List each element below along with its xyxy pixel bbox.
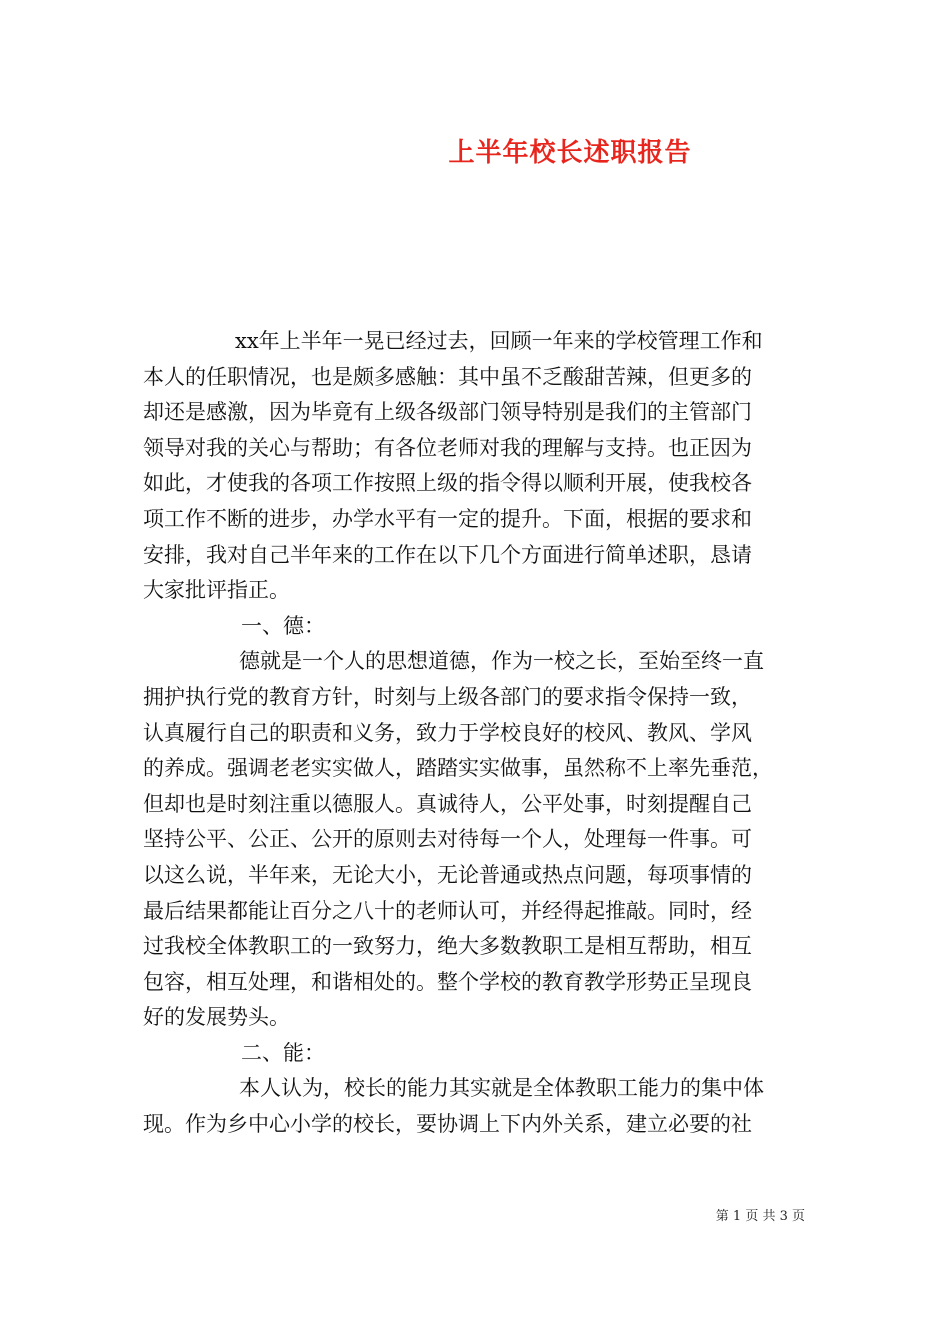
paragraph-line: 大家批评指正。 bbox=[143, 578, 290, 603]
paragraph-line: 却还是感激，因为毕竟有上级各级部门领导特别是我们的主管部门 bbox=[143, 400, 752, 425]
paragraph-line: 本人认为，校长的能力其实就是全体教职工能力的集中体 bbox=[239, 1076, 764, 1101]
paragraph-line: 坚持公平、公正、公开的原则去对待每一个人，处理每一件事。可 bbox=[143, 827, 752, 852]
paragraph-line: 以这么说，半年来，无论大小，无论普通或热点问题，每项事情的 bbox=[143, 862, 752, 887]
paragraph-line: 项工作不断的进步，办学水平有一定的提升。下面，根据的要求和 bbox=[143, 506, 752, 531]
paragraph-line: 如此，才使我的各项工作按照上级的指令得以顺利开展，使我校各 bbox=[143, 471, 752, 496]
paragraph-line: 领导对我的关心与帮助；有各位老师对我的理解与支持。也正因为 bbox=[143, 435, 752, 460]
section-heading-de: 一、德： bbox=[241, 613, 325, 638]
paragraph-line: xx年上半年一晃已经过去，回顾一年来的学校管理工作和 bbox=[235, 329, 763, 353]
paragraph-line: 安排，我对自己半年来的工作在以下几个方面进行简单述职，恳请 bbox=[143, 542, 752, 567]
paragraph-line: 最后结果都能让百分之八十的老师认可，并经得起推敲。同时，经 bbox=[143, 898, 752, 923]
page-number: 第 1 页 共 3 页 bbox=[715, 1209, 805, 1224]
paragraph-line: 拥护执行党的教育方针，时刻与上级各部门的要求指令保持一致， bbox=[143, 684, 752, 709]
paragraph-line: 现。作为乡中心小学的校长，要协调上下内外关系，建立必要的社 bbox=[143, 1112, 752, 1137]
paragraph-line: 过我校全体教职工的一致努力，绝大多数教职工是相互帮助，相互 bbox=[143, 934, 752, 959]
document-title: 上半年校长述职报告 bbox=[448, 138, 692, 168]
section-heading-neng: 二、能： bbox=[241, 1040, 325, 1065]
paragraph-line: 好的发展势头。 bbox=[143, 1005, 290, 1030]
paragraph-line: 但却也是时刻注重以德服人。真诚待人，公平处事，时刻提醒自己 bbox=[143, 791, 752, 816]
paragraph-line: 认真履行自己的职责和义务，致力于学校良好的校风、教风、学风 bbox=[143, 720, 752, 745]
paragraph-line: 的养成。强调老老实实做人，踏踏实实做事，虽然称不上率先垂范， bbox=[143, 756, 773, 781]
paragraph-line: 本人的任职情况，也是颇多感触：其中虽不乏酸甜苦辣，但更多的 bbox=[143, 364, 752, 389]
paragraph-line: 包容，相互处理，和谐相处的。整个学校的教育教学形势正呈现良 bbox=[143, 969, 752, 994]
paragraph-line: 德就是一个人的思想道德，作为一校之长，至始至终一直 bbox=[239, 649, 764, 674]
document-body bbox=[143, 324, 808, 1143]
